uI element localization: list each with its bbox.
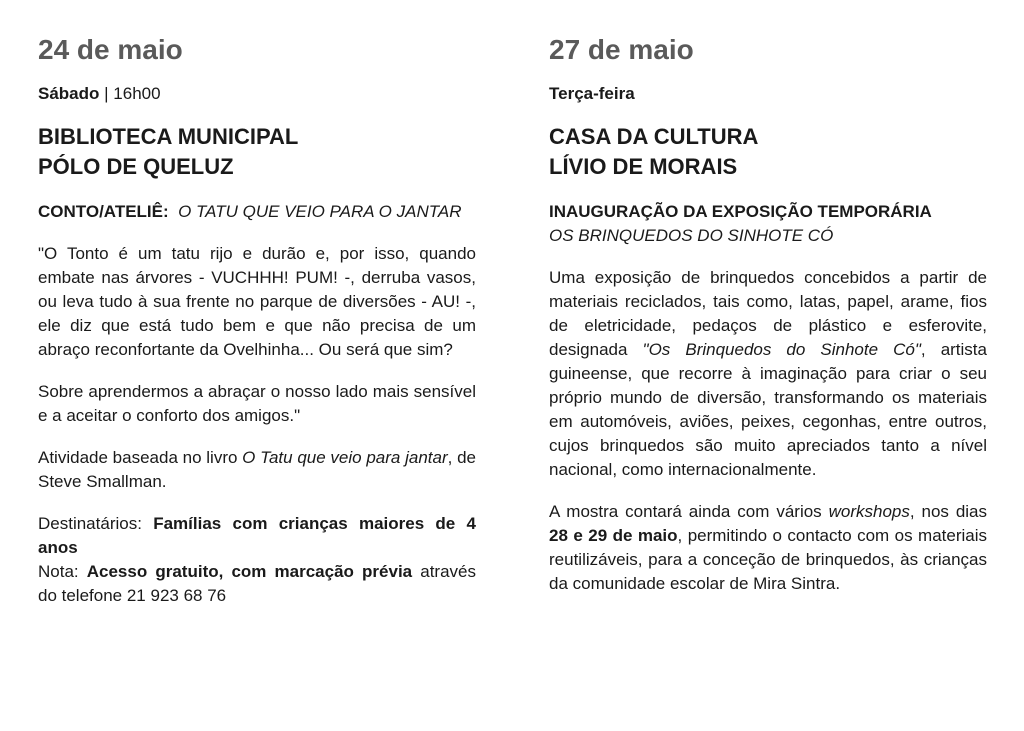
event-venue — [38, 122, 476, 182]
desc-prefix: Uma exposição de brinquedos concebidos a partir de materiais reciclados, tais como, latas, papel, arame, fios de eletricidade, pedaços de plástico e esferovite, designada — [549, 268, 987, 359]
book-reference — [38, 446, 476, 494]
event-venue — [549, 122, 987, 182]
venue-line-1: BIBLIOTECA MUNICIPAL — [38, 124, 299, 149]
note-label: Nota: — [38, 562, 87, 581]
event-weekday: Terça-feira — [549, 84, 635, 103]
event-day-time — [38, 82, 476, 106]
workshop-mid: , nos dias — [909, 502, 987, 521]
note-suffix: através do telefone 21 923 68 76 — [38, 562, 476, 605]
event-date: 24 de maio — [38, 34, 183, 65]
event-date: 27 de maio — [549, 34, 694, 65]
venue-line-2: PÓLO DE QUELUZ — [38, 154, 234, 179]
description-paragraph-2 — [549, 500, 987, 596]
description-paragraph-1: "O Tonto é um tatu rijo e durão e, por isso, quando embate nas árvores - VUCHHH! PUM! -, derruba vasos, ou leva tudo à sua frente no parque de diversões - AU! -, ele diz que está tudo bem e que não precisa de um abraço reconfortante da Ovelhinha... Ou será que sim? — [38, 244, 476, 359]
event-column-right — [549, 30, 987, 596]
event-heading — [38, 200, 476, 224]
event-column-left — [38, 30, 476, 608]
separator: | — [104, 84, 109, 103]
workshop-suffix: , permitindo o contacto com os materiais reutilizáveis, para a conceção de brinquedos, às crianças da comunidade escolar de Mira Sintra. — [549, 526, 988, 593]
audience-info — [38, 512, 476, 560]
audience-value: Famílias com crianças maiores de 4 anos — [38, 514, 476, 557]
description-paragraph-2: Sobre aprendermos a abraçar o nosso lado mais sensível e a aceitar o conforto dos amigos." — [38, 382, 476, 425]
event-title: OS BRINQUEDOS DO SINHOTE CÓ — [549, 226, 834, 245]
book-title: O Tatu que veio para jantar — [242, 448, 448, 467]
venue-line-2: LÍVIO DE MORAIS — [549, 154, 738, 179]
event-type: CONTO/ATELIÊ: — [38, 202, 169, 221]
desc-suffix: , artista guineense, que recorre à imaginação para criar o seu próprio mundo de diversão, transformando os materiais em automóveis, aviões, peixes, cegonhas, entre outros, cujos brinquedos são muito apreciados tanto a nível nacional, como internacionalmente. — [549, 340, 987, 479]
description-paragraph-1 — [549, 266, 987, 482]
workshop-word: workshops — [828, 502, 910, 521]
workshop-prefix: A mostra contará ainda com vários — [549, 502, 829, 521]
book-suffix: , de Steve Smallman. — [38, 448, 476, 491]
event-time: 16h00 — [113, 84, 161, 103]
note-info — [38, 560, 476, 608]
venue-line-1: CASA DA CULTURA — [549, 124, 759, 149]
note-value: Acesso gratuito, com marcação prévia — [86, 562, 413, 581]
event-title: O TATU QUE VEIO PARA O JANTAR — [178, 202, 462, 221]
exhibition-title: "Os Brinquedos do Sinhote Có" — [642, 340, 921, 359]
event-heading — [549, 200, 987, 248]
event-weekday: Sábado — [38, 84, 100, 103]
book-prefix: Atividade baseada no livro — [38, 448, 243, 467]
workshop-dates: 28 e 29 de maio — [549, 526, 678, 545]
event-type: INAUGURAÇÃO DA EXPOSIÇÃO TEMPORÁRIA — [549, 202, 932, 221]
event-day-time — [549, 82, 987, 106]
audience-label: Destinatários: — [38, 514, 154, 533]
